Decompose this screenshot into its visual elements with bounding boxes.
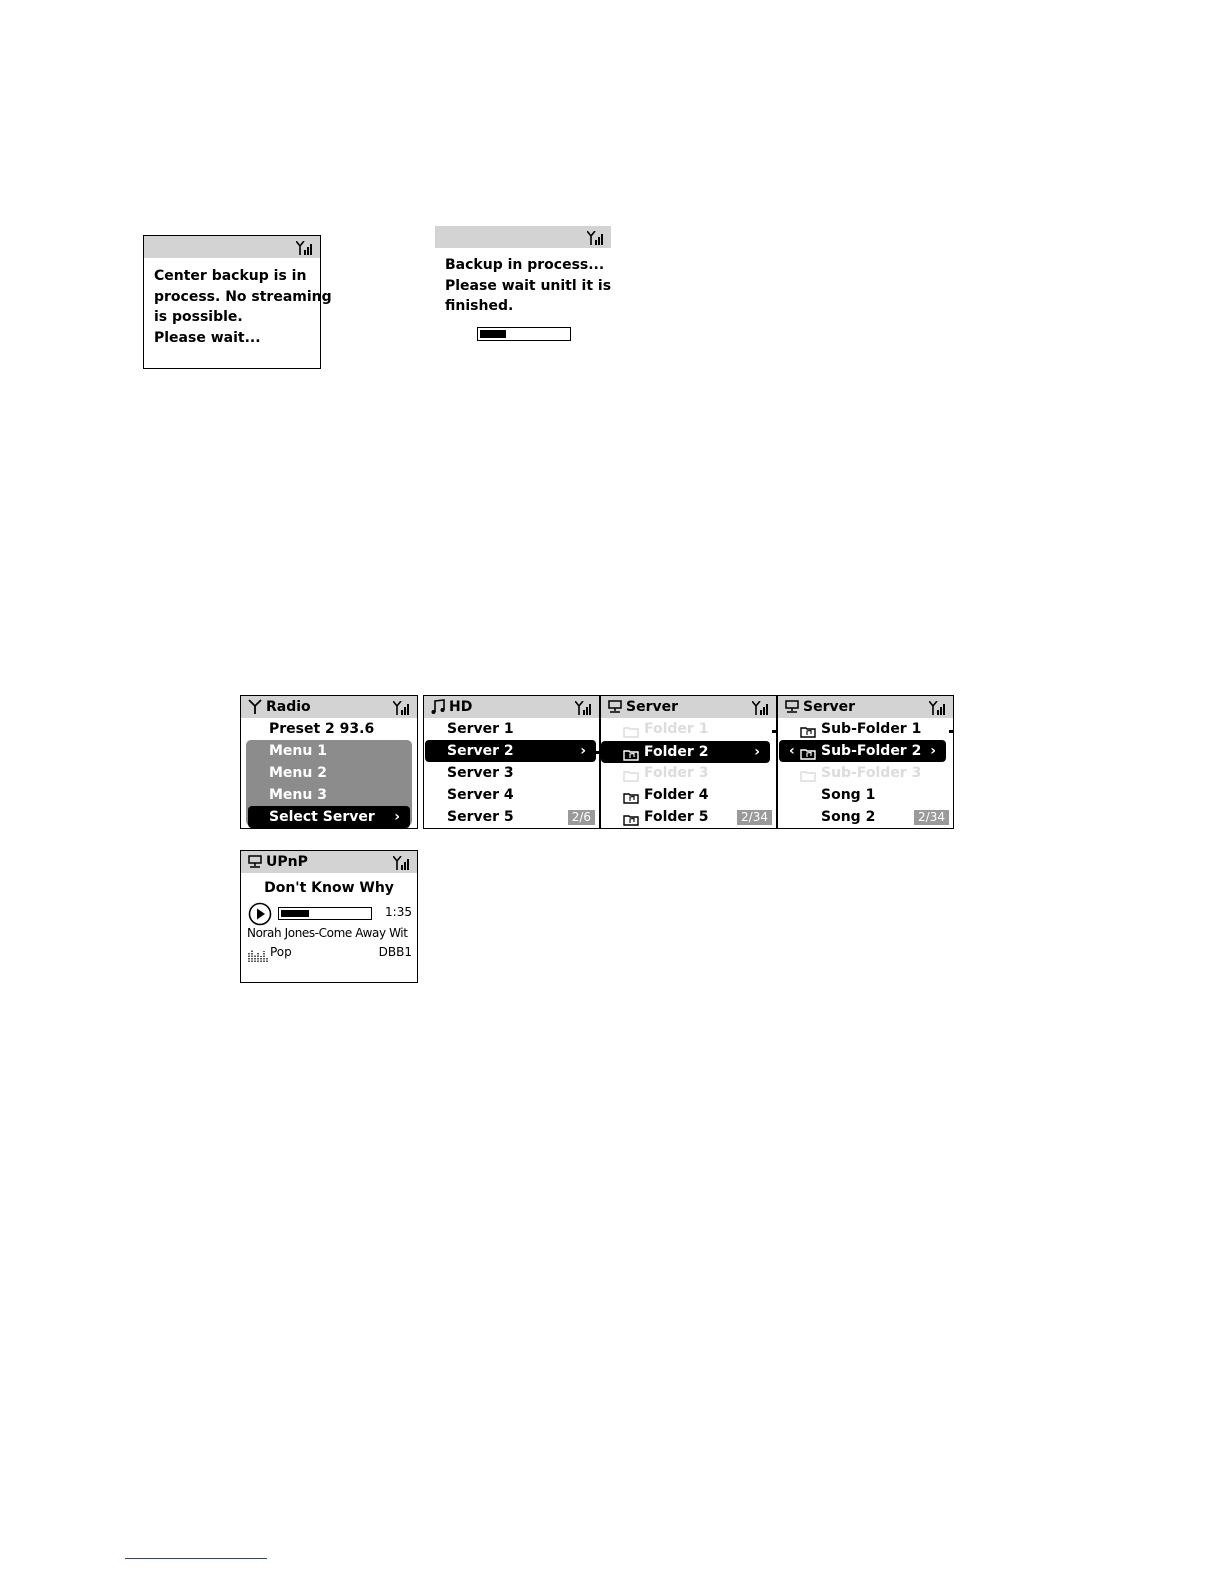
page-counter: 2/6 — [568, 810, 595, 825]
progress-fill — [480, 330, 506, 338]
list-item-label: Folder 1 — [644, 721, 709, 737]
message-line: Center backup is in — [154, 268, 307, 284]
connector-tick — [772, 730, 776, 733]
folder-item-selected[interactable] — [601, 741, 770, 763]
server-icon — [785, 700, 799, 714]
chevron-right-icon: › — [394, 809, 400, 825]
chevron-right-icon: › — [930, 743, 936, 759]
folder-item[interactable] — [601, 784, 776, 806]
server-folder-screen — [600, 695, 777, 829]
menu-item[interactable] — [241, 762, 417, 784]
backup-center-screen — [143, 235, 332, 369]
list-item-label: Folder 3 — [644, 765, 709, 781]
dbb-setting: DBB1 — [378, 945, 412, 959]
menu-item-label: Menu 2 — [269, 765, 327, 781]
backup-center-message — [154, 266, 332, 348]
signal-icon — [393, 855, 411, 877]
menu-item[interactable] — [241, 740, 417, 762]
radio-menu-screen — [240, 695, 418, 829]
title-bar — [241, 696, 417, 718]
hd-server-list-screen — [423, 695, 600, 829]
list-item-label: Song 1 — [821, 787, 876, 803]
message-line: is possible. — [154, 309, 243, 325]
message-line: Please wait unitl it is — [445, 277, 612, 294]
backup-progress-bar — [477, 327, 571, 341]
screen-title — [248, 696, 311, 718]
title-bar — [241, 851, 417, 873]
title-label: Server — [803, 699, 856, 715]
message-line: Please wait... — [154, 329, 261, 346]
message-line: Backup in process... — [445, 257, 605, 273]
server-item-selected[interactable] — [425, 740, 596, 762]
connector-tick — [595, 751, 599, 754]
message-line: finished. — [445, 298, 514, 314]
list-item-label: Server 1 — [447, 721, 514, 737]
chevron-right-icon: › — [580, 743, 586, 759]
server-icon — [608, 700, 622, 714]
screen-title — [248, 851, 308, 873]
screen-title — [431, 696, 472, 718]
signal-icon — [296, 240, 314, 262]
preset-item[interactable] — [241, 718, 417, 740]
folder-item[interactable] — [601, 762, 776, 784]
upnp-now-playing-screen — [240, 850, 418, 983]
server-item[interactable] — [424, 784, 599, 806]
title-label: Radio — [266, 699, 311, 715]
title-bar — [778, 696, 953, 718]
subfolder-item[interactable] — [778, 718, 953, 740]
message-line: process. No streaming — [154, 288, 332, 305]
chevron-right-icon: › — [754, 744, 760, 760]
title-bar — [424, 696, 599, 718]
subfolder-item-selected[interactable] — [779, 740, 946, 762]
playback-progress-bar[interactable] — [278, 907, 372, 920]
chevron-left-icon: ‹ — [789, 743, 795, 759]
title-label: Server — [626, 699, 679, 715]
elapsed-time: 1:35 — [385, 905, 412, 919]
signal-icon — [587, 230, 605, 252]
server-icon — [248, 855, 262, 869]
preset-label: Preset 2 93.6 — [269, 721, 375, 737]
equalizer-icon — [248, 947, 268, 966]
list-item-label: Folder 5 — [644, 809, 709, 825]
list-item-label: Server 5 — [447, 809, 514, 825]
backup-progress-screen — [435, 226, 611, 346]
page-counter: 2/34 — [737, 810, 772, 825]
list-item-label: Folder 4 — [644, 787, 709, 803]
folder-item[interactable] — [601, 718, 776, 740]
title-bar — [435, 226, 611, 248]
list-item-label: Sub-Folder 3 — [821, 765, 922, 781]
backup-progress-message — [445, 255, 611, 317]
server-item[interactable] — [424, 762, 599, 784]
artist-album: Norah Jones-Come Away Wit — [247, 926, 408, 940]
list-item-label: Server 4 — [447, 787, 514, 803]
screen-title — [608, 696, 678, 718]
list-item-label: Sub-Folder 1 — [821, 721, 922, 737]
list-item-label: Sub-Folder 2 — [821, 743, 922, 759]
list-item-label: Folder 2 — [644, 744, 709, 760]
title-bar — [601, 696, 776, 718]
server-item[interactable] — [424, 718, 599, 740]
song-item[interactable] — [778, 784, 953, 806]
menu-item-label: Menu 1 — [269, 743, 327, 759]
select-server-item[interactable] — [248, 806, 410, 828]
list-item-label: Server 2 — [447, 743, 514, 759]
menu-item[interactable] — [241, 784, 417, 806]
subfolder-item[interactable] — [778, 762, 953, 784]
progress-fill — [281, 910, 309, 917]
title-bar — [144, 236, 320, 258]
menu-item-label: Select Server — [269, 809, 375, 825]
connector-tick — [949, 730, 953, 733]
list-item-label: Server 3 — [447, 765, 514, 781]
title-label: HD — [449, 699, 473, 715]
antenna-icon — [248, 699, 262, 714]
song-title: Don't Know Why — [264, 880, 394, 896]
screen-title — [785, 696, 855, 718]
music-folder-icon — [623, 811, 639, 833]
footnote-separator — [125, 1558, 267, 1559]
menu-item-label: Menu 3 — [269, 787, 327, 803]
page-counter: 2/34 — [914, 810, 949, 825]
list-item-label: Song 2 — [821, 809, 876, 825]
title-label: UPnP — [266, 854, 308, 870]
subfolder-screen — [777, 695, 954, 829]
music-note-icon — [431, 699, 445, 714]
genre: Pop — [270, 945, 292, 959]
